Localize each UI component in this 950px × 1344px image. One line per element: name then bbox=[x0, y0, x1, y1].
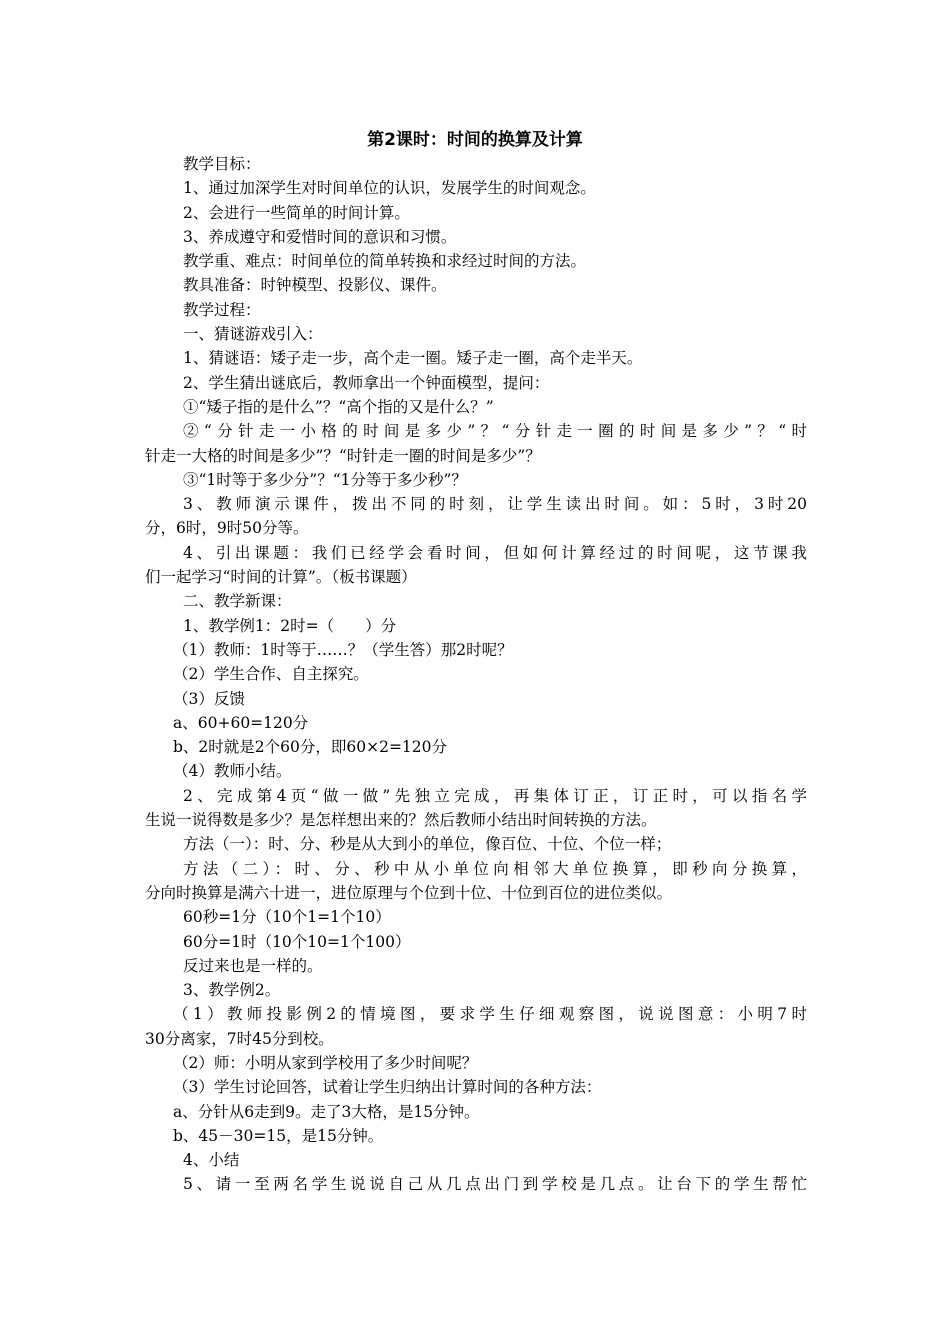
section-heading-process: 教学过程： bbox=[183, 300, 261, 319]
part-heading: 一、猜谜游戏引入： bbox=[183, 325, 323, 344]
paragraph-line-continued: 分，6时，9时50分等。 bbox=[145, 519, 309, 538]
conversion-line: 60分=1时（10个10=1个100） bbox=[183, 932, 411, 951]
example-heading: 1、教学例1：2时=（ ）分 bbox=[183, 616, 397, 635]
paragraph-line: 反过来也是一样的。 bbox=[183, 956, 323, 975]
objective-item: 3、养成遵守和爱惜时间的意识和习惯。 bbox=[183, 227, 457, 246]
step-line: （4）教师小结。 bbox=[173, 762, 292, 781]
lesson-title: 第2课时：时间的换算及计算 bbox=[367, 130, 583, 150]
objective-item: 2、会进行一些简单的时间计算。 bbox=[183, 203, 410, 222]
question-line: ②“分针走一小格的时间是多少”？“分针走一圈的时间是多少”？“时 bbox=[183, 422, 807, 441]
paragraph-line: 5、请一至两名学生说说自己从几点出门到学校是几点。让台下的学生帮忙 bbox=[183, 1175, 807, 1194]
paragraph-line-continued: 们一起学习“时间的计算”。（板书课题） bbox=[145, 568, 417, 587]
part-heading: 二、教学新课： bbox=[183, 592, 292, 611]
method-line-continued: 分向时换算是满六十进一，进位原理与个位到十位、十位到百位的进位类似。 bbox=[145, 883, 673, 902]
method-line: 方法（一）：时、分、秒是从大到小的单位，像百位、十位、个位一样； bbox=[183, 835, 672, 854]
answer-line: a、60+60=120分 bbox=[173, 713, 309, 732]
step-line: （1）教师：1时等于……？（学生答）那2时呢？ bbox=[173, 640, 513, 659]
step-line-continued: 30分离家，7时45分到校。 bbox=[145, 1029, 334, 1048]
paragraph-line: 2、学生猜出谜底后，教师拿出一个钟面模型，提问： bbox=[183, 373, 550, 392]
question-line: ③“1时等于多少分”？“1分等于多少秒”？ bbox=[183, 470, 467, 489]
key-difficult-points: 教学重、难点：时间单位的简单转换和求经过时间的方法。 bbox=[183, 252, 587, 271]
method-line: 方法（二）：时、分、秒中从小单位向相邻大单位换算，即秒向分换算， bbox=[183, 859, 807, 878]
step-line: （3）反馈 bbox=[173, 689, 245, 708]
step-line: （2）师：小明从家到学校用了多少时间呢？ bbox=[173, 1053, 478, 1072]
paragraph-line: 2、完成第4页“做一做”先独立完成，再集体订正，订正时，可以指名学 bbox=[183, 786, 807, 805]
answer-line: b、2时就是2个60分，即60×2=120分 bbox=[173, 738, 448, 757]
teaching-aids: 教具准备：时钟模型、投影仪、课件。 bbox=[183, 276, 447, 295]
answer-line: a、分针从6走到9。走了3大格，是15分钟。 bbox=[173, 1102, 480, 1121]
example-heading: 3、教学例2。 bbox=[183, 981, 281, 1000]
section-heading-objectives: 教学目标： bbox=[183, 155, 261, 173]
objective-item: 1、通过加深学生对时间单位的认识，发展学生的时间观念。 bbox=[183, 179, 596, 198]
paragraph-line: 1、猜谜语：矮子走一步，高个走一圈。矮子走一圈，高个走半天。 bbox=[183, 349, 643, 368]
paragraph-line: 4、小结 bbox=[183, 1151, 240, 1170]
step-line: （1）教师投影例2的情境图，要求学生仔细观察图，说说图意：小明7时 bbox=[173, 1005, 807, 1024]
question-line: ①“矮子指的是什么”？“高个指的又是什么？” bbox=[183, 397, 494, 416]
lesson-body bbox=[145, 152, 807, 1197]
conversion-line: 60秒=1分（10个1=1个10） bbox=[183, 908, 391, 927]
paragraph-line-continued: 生说一说得数是多少？是怎样想出来的？然后教师小结出时间转换的方法。 bbox=[145, 811, 657, 830]
step-line: （2）学生合作、自主探究。 bbox=[173, 665, 369, 684]
question-line-continued: 针走一大格的时间是多少”？“时针走一圈的时间是多少”？ bbox=[145, 446, 541, 465]
step-line: （3）学生讨论回答，试着让学生归纳出计算时间的各种方法： bbox=[173, 1078, 602, 1097]
paragraph-line: 3、教师演示课件，拨出不同的时刻，让学生读出时间。如：5时，3时20 bbox=[183, 495, 807, 514]
answer-line: b、45－30=15，是15分钟。 bbox=[173, 1126, 384, 1145]
paragraph-line: 4、引出课题：我们已经学会看时间，但如何计算经过的时间呢，这节课我 bbox=[183, 543, 807, 562]
